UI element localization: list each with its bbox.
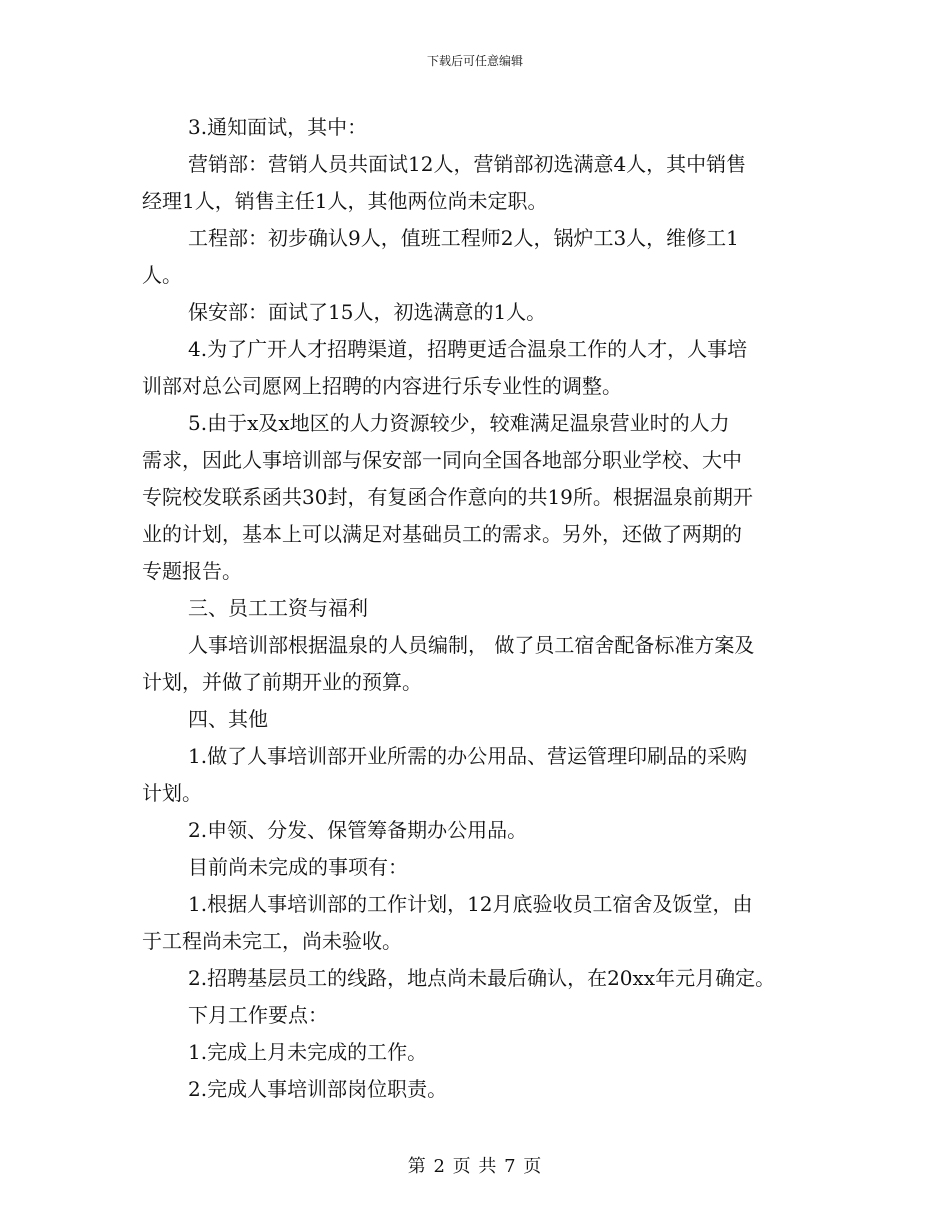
paragraph-line: 3.通知面试，其中： [188, 115, 368, 139]
paragraph-line: 工程部：初步确认9人，值班工程师2人，锅炉工3人，维修工1 [188, 226, 739, 250]
paragraph-line: 专院校发联系函共30封，有复函合作意向的共19所。根据温泉前期开 [142, 485, 753, 509]
paragraph-line: 营销部：营销人员共面试12人，营销部初选满意4人，其中销售 [188, 152, 747, 176]
paragraph-line: 5.由于x及x地区的人力资源较少，较难满足温泉营业时的人力 [188, 411, 730, 435]
paragraph-line: 人事培训部根据温泉的人员编制， 做了员工宿舍配备标准方案及 [188, 633, 755, 657]
paragraph-line: 1.完成上月未完成的工作。 [188, 1040, 428, 1064]
paragraph-line: 人。 [142, 263, 182, 287]
paragraph-line: 计划，并做了前期开业的预算。 [142, 670, 422, 694]
paragraph-line: 训部对总公司愿网上招聘的内容进行乐专业性的调整。 [142, 374, 622, 398]
page-header: 下载后可任意编辑 [426, 54, 523, 68]
paragraph-line: 保安部：面试了15人，初选满意的1人。 [188, 300, 547, 324]
page-number: 第 2 页 共 7 页 [407, 1156, 543, 1177]
paragraph-line: 2.完成人事培训部岗位职责。 [188, 1077, 448, 1101]
section-heading: 四、其他 [188, 707, 268, 731]
paragraph-line: 1.做了人事培训部开业所需的办公用品、营运管理印刷品的采购 [188, 744, 748, 768]
paragraph-line: 于工程尚未完工，尚未验收。 [142, 929, 402, 953]
paragraph-line: 需求，因此人事培训部与保安部一同向全国各地部分职业学校、大中 [142, 448, 742, 472]
paragraph-line: 2.招聘基层员工的线路，地点尚未最后确认，在20xx年元月确定。 [188, 966, 776, 990]
paragraph-line: 专题报告。 [142, 559, 242, 583]
paragraph-line: 下月工作要点： [188, 1003, 328, 1027]
paragraph-line: 1.根据人事培训部的工作计划，12月底验收员工宿舍及饭堂，由 [188, 892, 753, 916]
section-heading: 三、员工工资与福利 [188, 596, 368, 620]
paragraph-line: 2.申领、分发、保管筹备期办公用品。 [188, 818, 528, 842]
paragraph-line: 计划。 [142, 781, 202, 805]
paragraph-line: 经理1人，销售主任1人，其他两位尚未定职。 [142, 189, 548, 213]
paragraph-line: 业的计划，基本上可以满足对基础员工的需求。另外，还做了两期的 [142, 522, 742, 546]
paragraph-line: 目前尚未完成的事项有： [188, 855, 408, 879]
paragraph-line: 4.为了广开人才招聘渠道，招聘更适合温泉工作的人才，人事培 [188, 337, 748, 361]
document-body [142, 112, 822, 1111]
